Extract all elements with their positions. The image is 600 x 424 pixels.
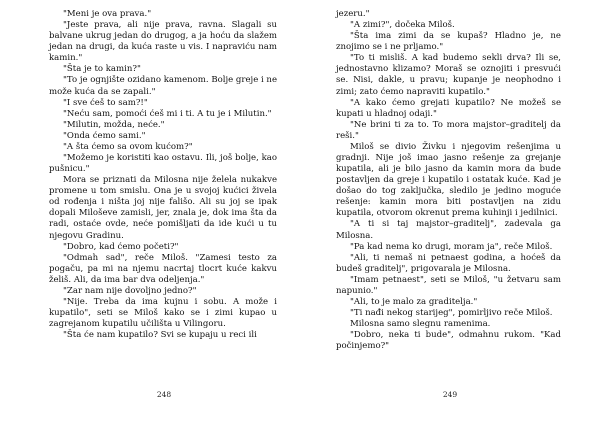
- paragraph: "Odmah sad", reče Miloš. "Zamesi testo za pogaču, pa mi na njemu nacrtaj tlocrt kuće kakvu želiš. Ali, da ima bar dva odeljenja.": [49, 252, 277, 285]
- paragraph: "Neću sam, pomoći ćeš mi i ti. A tu je i Milutin.": [63, 108, 272, 119]
- paragraph: "I sve ćeš to sam?!": [63, 97, 148, 108]
- paragraph: Miloš se divio Živku i njegovim rešenjima u gradnji. Nije još imao jasno rešenje za grejanje kupatila, ali je bilo jasno da kamin mora da bude postavljen da greje i kupatilo i ostatak kuće. Kad je došao do tog zaključka, sledilo je jedino moguće rešenje: kamin mora biti postavljen na zidu kupatila, otvorom okrenut prema kuhinji i jedilnici.: [336, 141, 561, 219]
- paragraph: "A zimi?", dočeka Miloš.: [350, 20, 455, 31]
- paragraph: "Meni je ova prava.": [63, 9, 152, 19]
- paragraph: "Dobro, kad ćemo početi?": [63, 241, 179, 252]
- paragraph: "Jeste prava, ali nije prava, ravna. Slagali su balvane ukrug jedan do drugog, a ja hoću da slažem jedan na drugi, da kuća raste u vis. I napraviću nam kamin.": [49, 20, 277, 64]
- paragraph: "Nije. Treba da ima kujnu i sobu. A može i kupatilo", seti se Miloš kako se i zimi kupao u zagrejanom kupatilu učilišta u Vilingoru.: [49, 297, 277, 330]
- paragraph: "Dobro, neka ti bude", odmahnu rukom. "Kad počinjemo?": [336, 330, 561, 352]
- page-number: 248: [156, 390, 172, 399]
- paragraph: "Možemo je koristiti kao ostavu. Ili, još bolje, kao pušnicu.": [49, 153, 277, 175]
- paragraph: "A ti si taj majstor–graditelj", zadevala ga Milosna.: [336, 219, 561, 241]
- right-page: [300, 0, 600, 424]
- paragraph: Milosna samo slegnu ramenima.: [350, 319, 491, 330]
- paragraph: "Šta je to kamin?": [63, 64, 141, 75]
- page-number: 249: [442, 390, 458, 399]
- paragraph: "To je ognjište ozidano kamenom. Bolje greje i ne može kuća da se zapali.": [49, 75, 277, 97]
- paragraph: "Zar nam nije dovoljno jedno?": [63, 285, 197, 296]
- paragraph: "To ti misliš. A kad budemo sekli drva? Ili se, jednostavno klizamo? Moraš se oznojiti i presvući se. Nisi, dakle, u pravu; kupanje je neophodno i zimi; zato ćemo napraviti kupatilo.": [336, 53, 561, 97]
- paragraph: "Šta ima zimi da se kupaš? Hladno je, ne znojimo se i ne prljamo.": [336, 31, 561, 53]
- paragraph: "Šta će nam kupatilo? Svi se kupaju u reci ili: [63, 330, 257, 341]
- paragraph: "Ali, ti nemaš ni petnaest godina, a hoćeš da budeš graditelj", prigovarala je Milosna.: [336, 252, 561, 274]
- paragraph: "A šta ćemo sa ovom kućom?": [63, 141, 193, 152]
- paragraph: jezeru.": [336, 9, 370, 19]
- paragraph: "Onda ćemo sami.": [63, 130, 146, 141]
- paragraph: "A kako ćemo grejati kupatilo? Ne možeš se kupati u hladnoj odaji.": [336, 97, 561, 119]
- paragraph: "Imam petnaest", seti se Miloš, "u žetvaru sam napunio.": [336, 274, 561, 296]
- left-page-text: [49, 9, 277, 341]
- paragraph: "Ali, to je malo za graditelja.": [350, 297, 478, 308]
- paragraph: "Milutin, možda, neće.": [63, 119, 165, 130]
- paragraph: "Ne brini ti za to. To mora majstor–graditelj da reši.": [336, 119, 561, 141]
- paragraph: "Ti nađi nekog starijeg", pomirljivo reče Miloš.: [350, 308, 553, 319]
- paragraph: "Pa kad nema ko drugi, moram ja", reče Miloš.: [350, 241, 553, 252]
- right-page-text: [336, 9, 561, 352]
- paragraph: Mora se priznati da Milosna nije želela nukakve promene u tom smislu. Ona je u svojoj kućici živela od rođenja i ništa joj nije fališo. Ali su joj se ipak dopali Miloševe zamisli, jer, znala je, dok ima šta da radi, ostaće ovde, neće pomišljati da ide kući u tu njegovu Gradinu.: [49, 175, 277, 241]
